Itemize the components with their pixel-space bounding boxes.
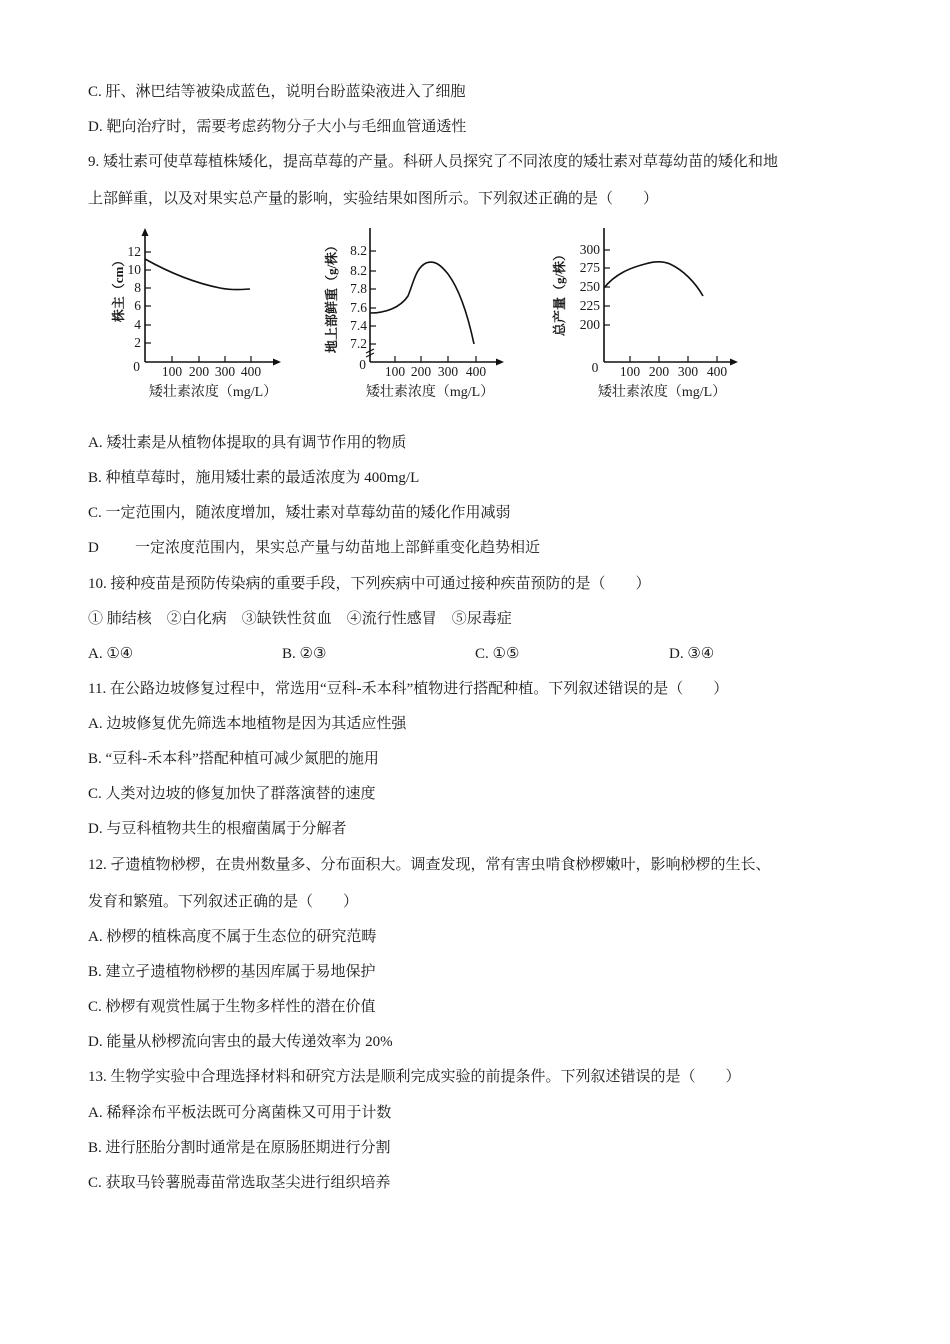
q9-option-b: B. 种植草莓时，施用矮壮素的最适浓度为 400mg/L bbox=[88, 470, 420, 486]
q11-option-b: B. “豆科-禾本科”搭配种植可减少氮肥的施用 bbox=[88, 751, 379, 767]
q11-option-d: D. 与豆科植物共生的根瘤菌属于分解者 bbox=[88, 821, 347, 837]
x-tick: 300 bbox=[437, 364, 459, 379]
yield-curve bbox=[604, 262, 703, 296]
q13-option-b: B. 进行胚胎分割时通常是在原肠胚期进行分割 bbox=[88, 1140, 391, 1156]
x-axis-label: 矮壮素浓度（mg/L） bbox=[148, 385, 278, 400]
q10-option-b: B. ②③ bbox=[282, 646, 327, 662]
q9-option-a: A. 矮壮素是从植物体提取的具有调节作用的物质 bbox=[88, 435, 407, 451]
y-tick: 12 bbox=[127, 244, 141, 259]
y-tick: 300 bbox=[579, 242, 600, 257]
q11-option-a: A. 边坡修复优先筛选本地植物是因为其适应性强 bbox=[88, 716, 407, 732]
q12-stem-line1: 12. 孑遗植物桫椤，在贵州数量多、分布面积大。调查发现，常有害虫啃食桫椤嫩叶，影响桫椤的生长、 bbox=[88, 857, 771, 873]
x-tick: 200 bbox=[410, 364, 432, 379]
q9-option-d-text: 一定浓度范围内，果实总产量与幼苗地上部鲜重变化趋势相近 bbox=[135, 540, 541, 556]
q11-option-c: C. 人类对边坡的修复加快了群落演替的速度 bbox=[88, 786, 376, 802]
x-axis-label: 矮壮素浓度（mg/L） bbox=[597, 385, 727, 400]
x-tick: 200 bbox=[648, 364, 670, 379]
y-tick: 8.2 bbox=[350, 263, 367, 278]
q10-stem: 10. 接种疫苗是预防传染病的重要手段，下列疾病中可通过接种疾苗预防的是（ ） bbox=[88, 576, 651, 592]
q8-option-d: D. 靶向治疗时，需要考虑药物分子大小与毛细血管通透性 bbox=[88, 119, 467, 135]
y-tick: 7.4 bbox=[350, 318, 367, 333]
x-tick: 100 bbox=[384, 364, 406, 379]
q10-items: ① 肺结核 ②白化病 ③缺铁性贫血 ④流行性感冒 ⑤尿毒症 bbox=[88, 611, 512, 627]
q12-stem-line2: 发育和繁殖。下列叙述正确的是（ ） bbox=[88, 894, 359, 910]
x-tick: 400 bbox=[240, 364, 262, 379]
q10-option-a: A. ①④ bbox=[88, 646, 134, 662]
y-tick: 275 bbox=[579, 260, 600, 275]
y-tick: 4 bbox=[134, 317, 141, 332]
y-axis-label: 株主（cm） bbox=[111, 253, 126, 323]
y-tick: 2 bbox=[134, 335, 141, 350]
q11-stem: 11. 在公路边坡修复过程中，常选用“豆科-禾本科”植物进行搭配种植。下列叙述错误的是（ ） bbox=[88, 681, 729, 697]
q10-options bbox=[88, 644, 888, 664]
q12-option-d: D. 能量从桫椤流向害虫的最大传递效率为 20% bbox=[88, 1034, 393, 1050]
q13-stem: 13. 生物学实验中合理选择材料和研究方法是顺利完成实验的前提条件。下列叙述错误的是（ ） bbox=[88, 1069, 741, 1085]
q12-option-a: A. 桫椤的植株高度不属于生态位的研究范畴 bbox=[88, 929, 377, 945]
x-axis-label: 矮壮素浓度（mg/L） bbox=[365, 385, 495, 400]
y-tick: 225 bbox=[579, 298, 600, 313]
q10-option-d: D. ③④ bbox=[669, 646, 715, 662]
y-tick: 6 bbox=[134, 298, 141, 313]
q8-option-c: C. 肝、淋巴结等被染成蓝色，说明台盼蓝染液进入了细胞 bbox=[88, 84, 466, 100]
q12-option-c: C. 桫椤有观赏性属于生物多样性的潜在价值 bbox=[88, 999, 376, 1015]
q13-option-a: A. 稀释涂布平板法既可分离菌株又可用于计数 bbox=[88, 1105, 392, 1121]
y-axis-label: 地上部鲜重（g/株） bbox=[324, 238, 339, 354]
x-tick: 300 bbox=[214, 364, 236, 379]
x-tick: 400 bbox=[706, 364, 728, 379]
q12-option-b: B. 建立孑遗植物桫椤的基因库属于易地保护 bbox=[88, 964, 376, 980]
x-tick: 100 bbox=[161, 364, 183, 379]
height-curve bbox=[145, 259, 250, 290]
q9-option-c: C. 一定范围内，随浓度增加，矮壮素对草莓幼苗的矮化作用减弱 bbox=[88, 505, 511, 521]
y-tick: 7.8 bbox=[350, 281, 367, 296]
y-tick: 8.2 bbox=[350, 243, 367, 258]
y-axis-label: 总产量（g/株） bbox=[552, 247, 567, 337]
q9-option-d-label: D bbox=[88, 540, 99, 556]
chart-plant-height bbox=[100, 226, 300, 406]
y-tick: 200 bbox=[579, 317, 600, 332]
chart-fresh-weight bbox=[320, 226, 520, 406]
x-tick: 200 bbox=[188, 364, 210, 379]
x-tick: 300 bbox=[677, 364, 699, 379]
q13-option-c: C. 获取马铃薯脱毒苗常选取茎尖进行组织培养 bbox=[88, 1175, 391, 1191]
origin-label: 0 bbox=[133, 359, 140, 374]
y-tick: 8 bbox=[134, 280, 141, 295]
q9-stem-line2: 上部鲜重，以及对果实总产量的影响，实验结果如图所示。下列叙述正确的是（ ） bbox=[88, 191, 659, 207]
fresh-weight-curve bbox=[370, 262, 474, 344]
x-tick: 400 bbox=[465, 364, 487, 379]
y-tick: 250 bbox=[579, 279, 600, 294]
q10-option-c: C. ①⑤ bbox=[475, 646, 520, 662]
q9-stem-line1: 9. 矮壮素可使草莓植株矮化，提高草莓的产量。科研人员探究了不同浓度的矮壮素对草莓幼苗的矮化和地 bbox=[88, 154, 779, 170]
origin-label: 0 bbox=[359, 357, 366, 372]
y-tick: 10 bbox=[127, 262, 141, 277]
origin-label: 0 bbox=[591, 360, 599, 375]
q9-option-d bbox=[88, 538, 888, 558]
x-tick: 100 bbox=[619, 364, 641, 379]
y-tick: 7.6 bbox=[350, 300, 367, 315]
chart-total-yield bbox=[545, 226, 755, 406]
y-tick: 7.2 bbox=[350, 336, 367, 351]
